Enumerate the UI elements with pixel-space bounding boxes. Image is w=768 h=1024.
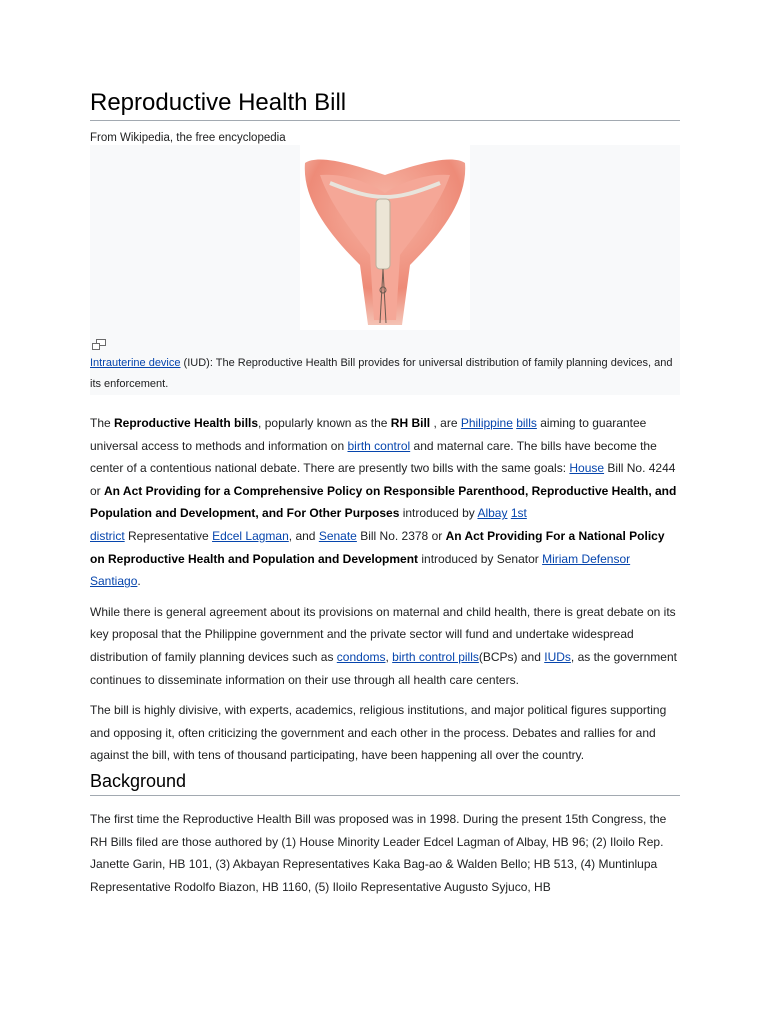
figure-image-area (90, 145, 680, 335)
figure-caption: Intrauterine device (IUD): The Reproductive Health Bill provides for universal distribution of family planning devices, and its enforcement. (90, 357, 673, 390)
paragraph-intro: The Reproductive Health bills, popularly known as the RH Bill , are Philippine bills aiming to guarantee universal access to methods and information on birth control and maternal care. The bills have become the center of a contentious national debate. There are presently two bills with the same goals: House Bill No. 4244 or An Act Providing for a Comprehensive Policy on Responsible Parenthood, Reproductive Health, and Population and Development, and For Other Purposes introduced by Albay 1st district Representative Edcel Lagman, and Senate Bill No. 2378 or An Act Providing For a National Policy on Reproductive Health and Population and Development introduced by Senator Miriam Defensor Santiago. (90, 416, 677, 589)
link-philippine[interactable]: Philippine (460, 416, 513, 430)
page-title: Reproductive Health Bill (90, 88, 680, 121)
figure-box (90, 145, 680, 395)
term-house-bill-title: An Act Providing for a Comprehensive Policy on Responsible Parenthood, Reproductive Health, and Population and Development, and For Other Purposes (90, 483, 677, 521)
paragraph-background: The first time the Reproductive Health Bill was proposed was in 1998. During the present 15th Congress, the RH Bills filed are those authored by (1) House Minority Leader Edcel Lagman of Albay, HB 96; (2) Iloilo Rep. Janette Garin, HB 101, (3) Akbayan Representatives Kaka Bag-ao & Walden Bello; HB 513, (4) Muntinlupa Representative Rodolfo Biazon, HB 1160, (5) Iloilo Representative Augusto Syjuco, HB (90, 811, 667, 894)
link-albay[interactable]: Albay (477, 506, 508, 521)
term-reproductive-health-bills: Reproductive Health bills (114, 416, 259, 430)
paragraph-debate: While there is general agreement about its provisions on maternal and child health, there is great debate on its key proposal that the Philippine government and the private sector will fund and undertake widespread distribution of family planning devices such as condoms, birth control pills(BCPs) and IUDs, as the government continues to disseminate information on their use through all health care centers. (90, 604, 677, 687)
link-edcel-lagman[interactable]: Edcel Lagman (212, 528, 289, 543)
iud-illustration[interactable] (300, 145, 470, 330)
link-condoms[interactable]: condoms (336, 649, 386, 664)
link-birth-control-pills[interactable]: birth control pills (392, 649, 479, 664)
term-rh-bill: RH Bill (390, 416, 431, 430)
article (90, 88, 680, 898)
link-district[interactable]: district (90, 528, 125, 543)
link-intrauterine-device[interactable]: Intrauterine device (90, 357, 181, 369)
link-1st[interactable]: 1st (510, 506, 527, 521)
link-iuds[interactable]: IUDs (544, 649, 571, 664)
link-senate[interactable]: Senate (318, 528, 357, 543)
link-bills[interactable]: bills (516, 416, 537, 430)
magnify-clip-icon[interactable] (92, 339, 106, 350)
paragraph-divisive: The bill is highly divisive, with experts, academics, religious institutions, and major political figures supporting and opposing it, often criticizing the government and each other in the process. Debates and rallies for and against the bill, with tens of thousand participating, have been happening all over the country. (90, 703, 667, 763)
section-heading-background: Background (90, 768, 680, 796)
link-house[interactable]: House (569, 461, 605, 476)
link-birth-control[interactable]: birth control (347, 438, 411, 453)
term-senate-bill-title: An Act Providing For a National Policy on Reproductive Health and Population and Development (90, 528, 665, 566)
site-tagline: From Wikipedia, the free encyclopedia (90, 132, 286, 144)
link-miriam-defensor-santiago[interactable]: Miriam Defensor Santiago (90, 551, 631, 589)
